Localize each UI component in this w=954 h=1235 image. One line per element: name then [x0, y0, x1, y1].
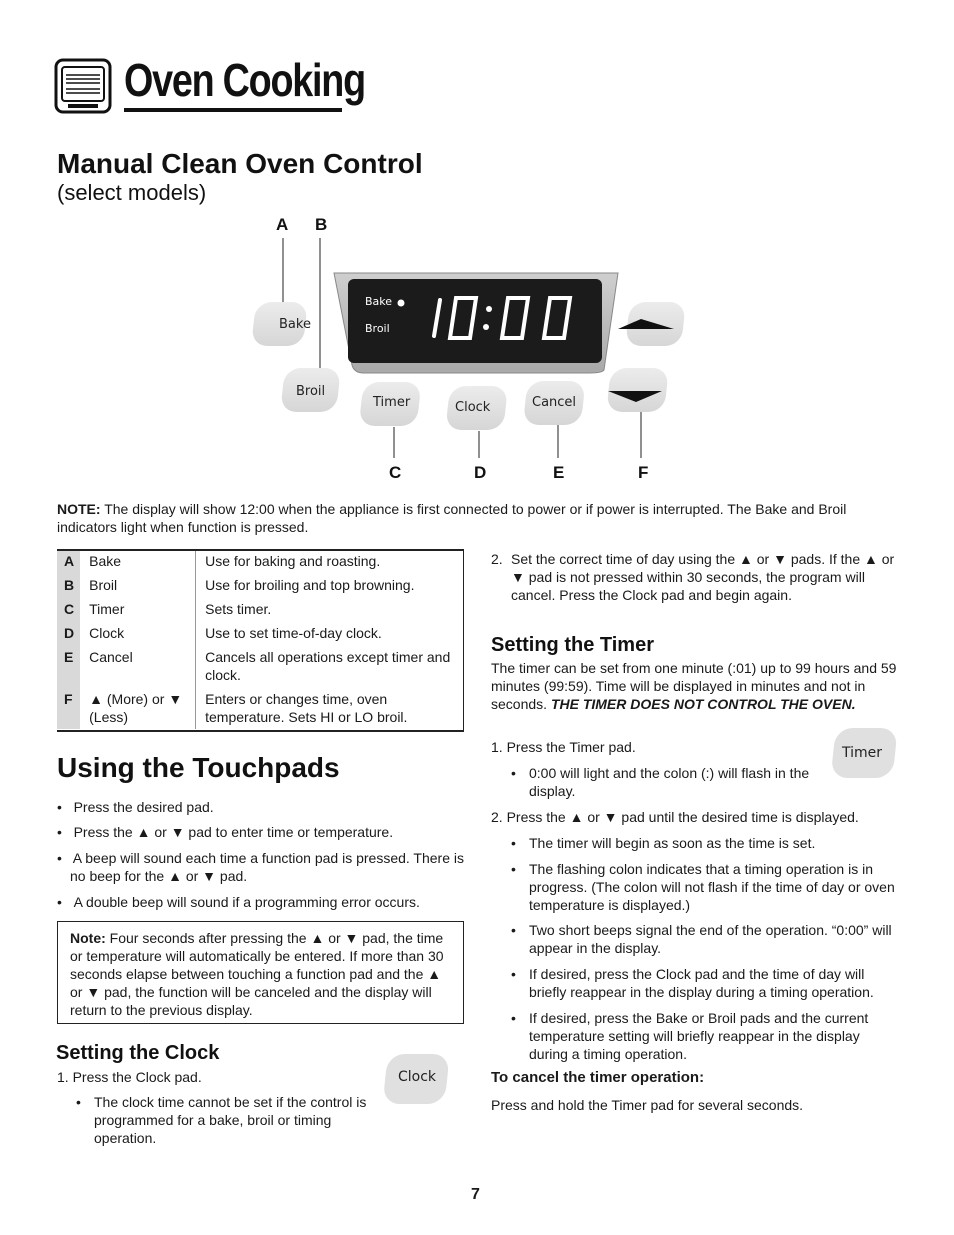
power-note: [57, 500, 897, 536]
list-item: • Press the desired pad.: [57, 799, 214, 815]
table-cell-desc: Sets timer.: [205, 601, 272, 617]
list-item: • If desired, press the Clock pad and the time of day will briefly reappear in the display during a timing operation.: [511, 966, 874, 1000]
table-row: [57, 645, 464, 687]
section-title: Manual Clean Oven Control: [57, 148, 423, 179]
callout-letter-a: A: [276, 215, 289, 234]
clock-pad[interactable]: Clock: [455, 400, 491, 415]
table-cell-name: ▲ (More) or ▼ (Less): [80, 687, 196, 729]
pad-function-table: [57, 549, 464, 729]
table-cell-letter: D: [57, 621, 80, 645]
header-underline: [124, 108, 342, 112]
table-cell-letter: C: [57, 597, 80, 621]
display-bake-label: Bake: [365, 295, 393, 308]
table-cell-letter: B: [57, 573, 80, 597]
bake-indicator-light: [398, 300, 405, 307]
timer-pad-label: Timer: [842, 745, 883, 761]
table-cell-name: Clock: [80, 621, 196, 645]
note-text: The display will show 12:00 when the appliance is first connected to power or if power is interrupted. The Bake and Broil indicators light when function is pressed.: [57, 501, 847, 535]
list-item: • Press the ▲ or ▼ pad to enter time or temperature.: [57, 824, 394, 840]
callout-letter-c: C: [389, 463, 402, 482]
clock-pad-label: Clock: [398, 1069, 437, 1085]
timer-step-2: 2. Press the ▲ or ▼ pad until the desired time is displayed.: [491, 809, 859, 825]
table-cell-desc: Enters or changes time, oven temperature. Sets HI or LO broil.: [205, 691, 408, 725]
note-label: Note:: [70, 930, 106, 946]
table-row: [57, 597, 464, 621]
table-row: [57, 549, 464, 573]
cancel-timer-heading: To cancel the timer operation:: [491, 1069, 705, 1086]
list-item: • The timer will begin as soon as the time is set.: [511, 835, 816, 851]
table-cell-name: Broil: [80, 573, 196, 597]
table-cell-letter: A: [57, 549, 80, 573]
list-item: • If desired, press the Bake or Broil pads and the current temperature setting will briefly reappear in the display during a timing operation.: [511, 1010, 869, 1062]
touchpad-note-box: [57, 921, 464, 1024]
table-cell-desc: Cancels all operations except timer and clock.: [205, 649, 451, 683]
list-item: • The flashing colon indicates that a timing operation is in progress. (The colon will not flash if the time of day or oven temperature is displayed.): [511, 861, 895, 913]
page-number: 7: [471, 1186, 480, 1203]
callout-letter-b: B: [315, 215, 328, 234]
table-row: [57, 621, 464, 645]
page-header-title: Oven Cooking: [124, 54, 365, 106]
clock-step-2: 2. Set the correct time of day using the ▲ or ▼ pads. If the ▲ or ▼ pad is not pressed within 30 seconds, the program will cancel. Press the Clock pad and begin again.: [491, 551, 895, 603]
table-cell-name: Cancel: [80, 645, 196, 687]
clock-heading: Setting the Clock: [56, 1042, 220, 1064]
timer-pad[interactable]: Timer: [373, 395, 411, 410]
table-cell-desc: Use to set time-of-day clock.: [205, 625, 382, 641]
note-label: NOTE:: [57, 501, 101, 517]
table-cell-name: Timer: [80, 597, 196, 621]
table-cell-name: Bake: [80, 549, 196, 573]
timer-intro: The timer can be set from one minute (:01) up to 99 hours and 59 minutes (99:59). Time will be displayed in minutes and not in seconds. THE TIMER DOES NOT CONTROL THE OVEN.: [491, 660, 897, 712]
bake-pad[interactable]: Bake: [279, 317, 311, 332]
cancel-pad[interactable]: Cancel: [532, 395, 577, 410]
table-right-border: [463, 549, 464, 732]
clock-step-1: 1. Press the Clock pad.: [57, 1069, 202, 1085]
oven-icon: [54, 58, 112, 116]
display-broil-label: Broil: [365, 322, 390, 335]
down-pad-shape: [606, 368, 669, 412]
section-subtitle: (select models): [57, 180, 207, 205]
list-item: • A beep will sound each time a function pad is pressed. There is no beep for the ▲ or ▼ pad.: [57, 850, 464, 884]
timer-heading: Setting the Timer: [491, 634, 654, 656]
callout-letter-f: F: [638, 463, 649, 482]
touchpads-heading: Using the Touchpads: [57, 752, 340, 783]
callout-letter-e: E: [553, 463, 565, 482]
table-cell-letter: F: [57, 687, 80, 729]
timer-step-1-bullet: • 0:00 will light and the colon (:) will flash in the display.: [511, 765, 810, 799]
broil-pad[interactable]: Broil: [296, 384, 326, 399]
table-cell-desc: Use for broiling and top browning.: [205, 577, 415, 593]
table-cell-letter: E: [57, 645, 80, 687]
list-item: • A double beep will sound if a programming error occurs.: [57, 894, 420, 910]
cancel-timer-text: Press and hold the Timer pad for several seconds.: [491, 1097, 804, 1113]
table-row: [57, 687, 464, 729]
table-row: [57, 573, 464, 597]
control-panel-diagram: [230, 205, 700, 490]
clock-step-1-bullet: • The clock time cannot be set if the control is programmed for a bake, broil or timing operation.: [76, 1094, 367, 1146]
timer-step-1: 1. Press the Timer pad.: [491, 739, 636, 755]
table-cell-desc: Use for baking and roasting.: [205, 553, 381, 569]
display-screen: [348, 279, 602, 363]
note-text: Four seconds after pressing the ▲ or ▼ pad, the time or temperature will automatically be entered. If more than 30 seconds elapse between touching a function pad and the ▲ or ▼ pad, the function will be canceled and the display will return to the previous display.: [70, 930, 444, 1018]
list-item: • Two short beeps signal the end of the operation. “0:00” will appear in the display.: [511, 922, 892, 956]
callout-letter-d: D: [474, 463, 487, 482]
